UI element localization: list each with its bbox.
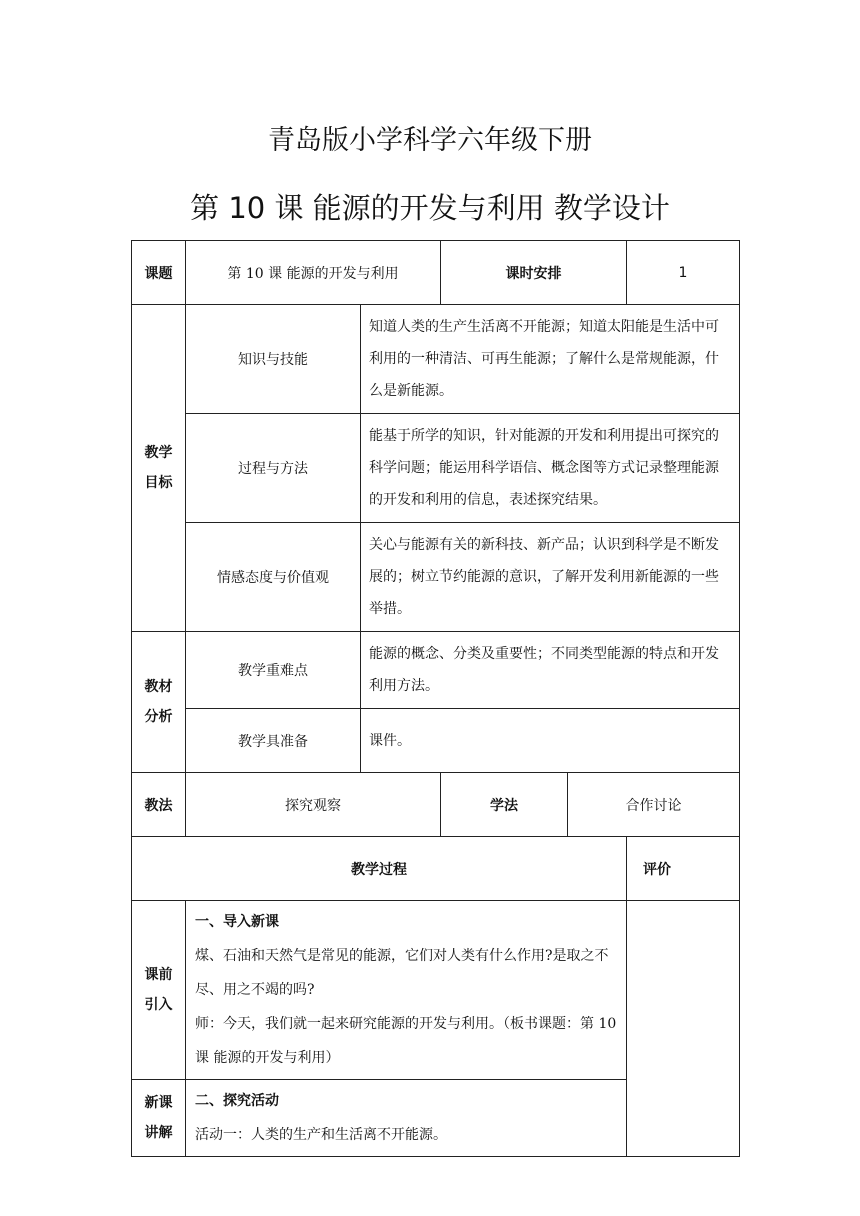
goal-process-text: 能基于所学的知识，针对能源的开发和利用提出可探究的科学问题；能运用科学语信、概念图等方式记录整理能源的开发和利用的信息，表述探究结果。 bbox=[361, 414, 740, 523]
goal-process-name: 过程与方法 bbox=[186, 414, 361, 523]
goal-knowledge-text: 知道人类的生产生活离不开能源；知道太阳能是生活中可利用的一种清洁、可再生能源；了解什么是常规能源，什么是新能源。 bbox=[361, 305, 740, 414]
schedule-label: 课时安排 bbox=[441, 241, 627, 305]
prep-name: 教学具准备 bbox=[186, 709, 361, 773]
learn-method-label: 学法 bbox=[441, 773, 568, 837]
topic-label: 课题 bbox=[132, 241, 186, 305]
lesson-title: 第 10 课 能源的开发与利用 教学设计 bbox=[190, 191, 670, 225]
intro-label: 课前引入 bbox=[132, 901, 186, 1080]
intro-paragraph-1: 煤、石油和天然气是常见的能源，它们对人类有什么作用?是取之不尽、用之不竭的吗? bbox=[195, 948, 609, 998]
lecture-label: 新课讲解 bbox=[132, 1080, 186, 1157]
lecture-paragraph-1: 活动一：人类的生产和生活离不开能源。 bbox=[195, 1127, 447, 1143]
teach-method-value: 探究观察 bbox=[186, 773, 441, 837]
lesson-plan-table bbox=[131, 240, 740, 1157]
prep-text: 课件。 bbox=[361, 709, 740, 773]
key-points-text: 能源的概念、分类及重要性；不同类型能源的特点和开发利用方法。 bbox=[361, 632, 740, 709]
learn-method-value: 合作讨论 bbox=[568, 773, 740, 837]
key-points-name: 教学重难点 bbox=[186, 632, 361, 709]
intro-heading: 一、导入新课 bbox=[195, 914, 279, 930]
process-header: 教学过程 bbox=[132, 837, 627, 901]
document-title: 青岛版小学科学六年级下册 bbox=[268, 125, 592, 156]
schedule-value: 1 bbox=[627, 241, 740, 305]
goal-attitude-name: 情感态度与价值观 bbox=[186, 523, 361, 632]
intro-paragraph-2: 师：今天，我们就一起来研究能源的开发与利用。（板书课题：第 10 课 能源的开发与利用） bbox=[195, 1016, 617, 1066]
teach-method-label: 教法 bbox=[132, 773, 186, 837]
intro-content bbox=[186, 901, 627, 1080]
goal-knowledge-name: 知识与技能 bbox=[186, 305, 361, 414]
evaluation-cell bbox=[627, 901, 740, 1157]
materials-label: 教材分析 bbox=[132, 632, 186, 773]
lecture-heading: 二、探究活动 bbox=[195, 1093, 279, 1109]
goal-attitude-text: 关心与能源有关的新科技、新产品；认识到科学是不断发展的；树立节约能源的意识，了解开发利用新能源的一些举措。 bbox=[361, 523, 740, 632]
evaluation-header: 评价 bbox=[627, 837, 740, 901]
goals-label: 教学目标 bbox=[132, 305, 186, 632]
lecture-content bbox=[186, 1080, 627, 1157]
topic-value: 第 10 课 能源的开发与利用 bbox=[186, 241, 441, 305]
